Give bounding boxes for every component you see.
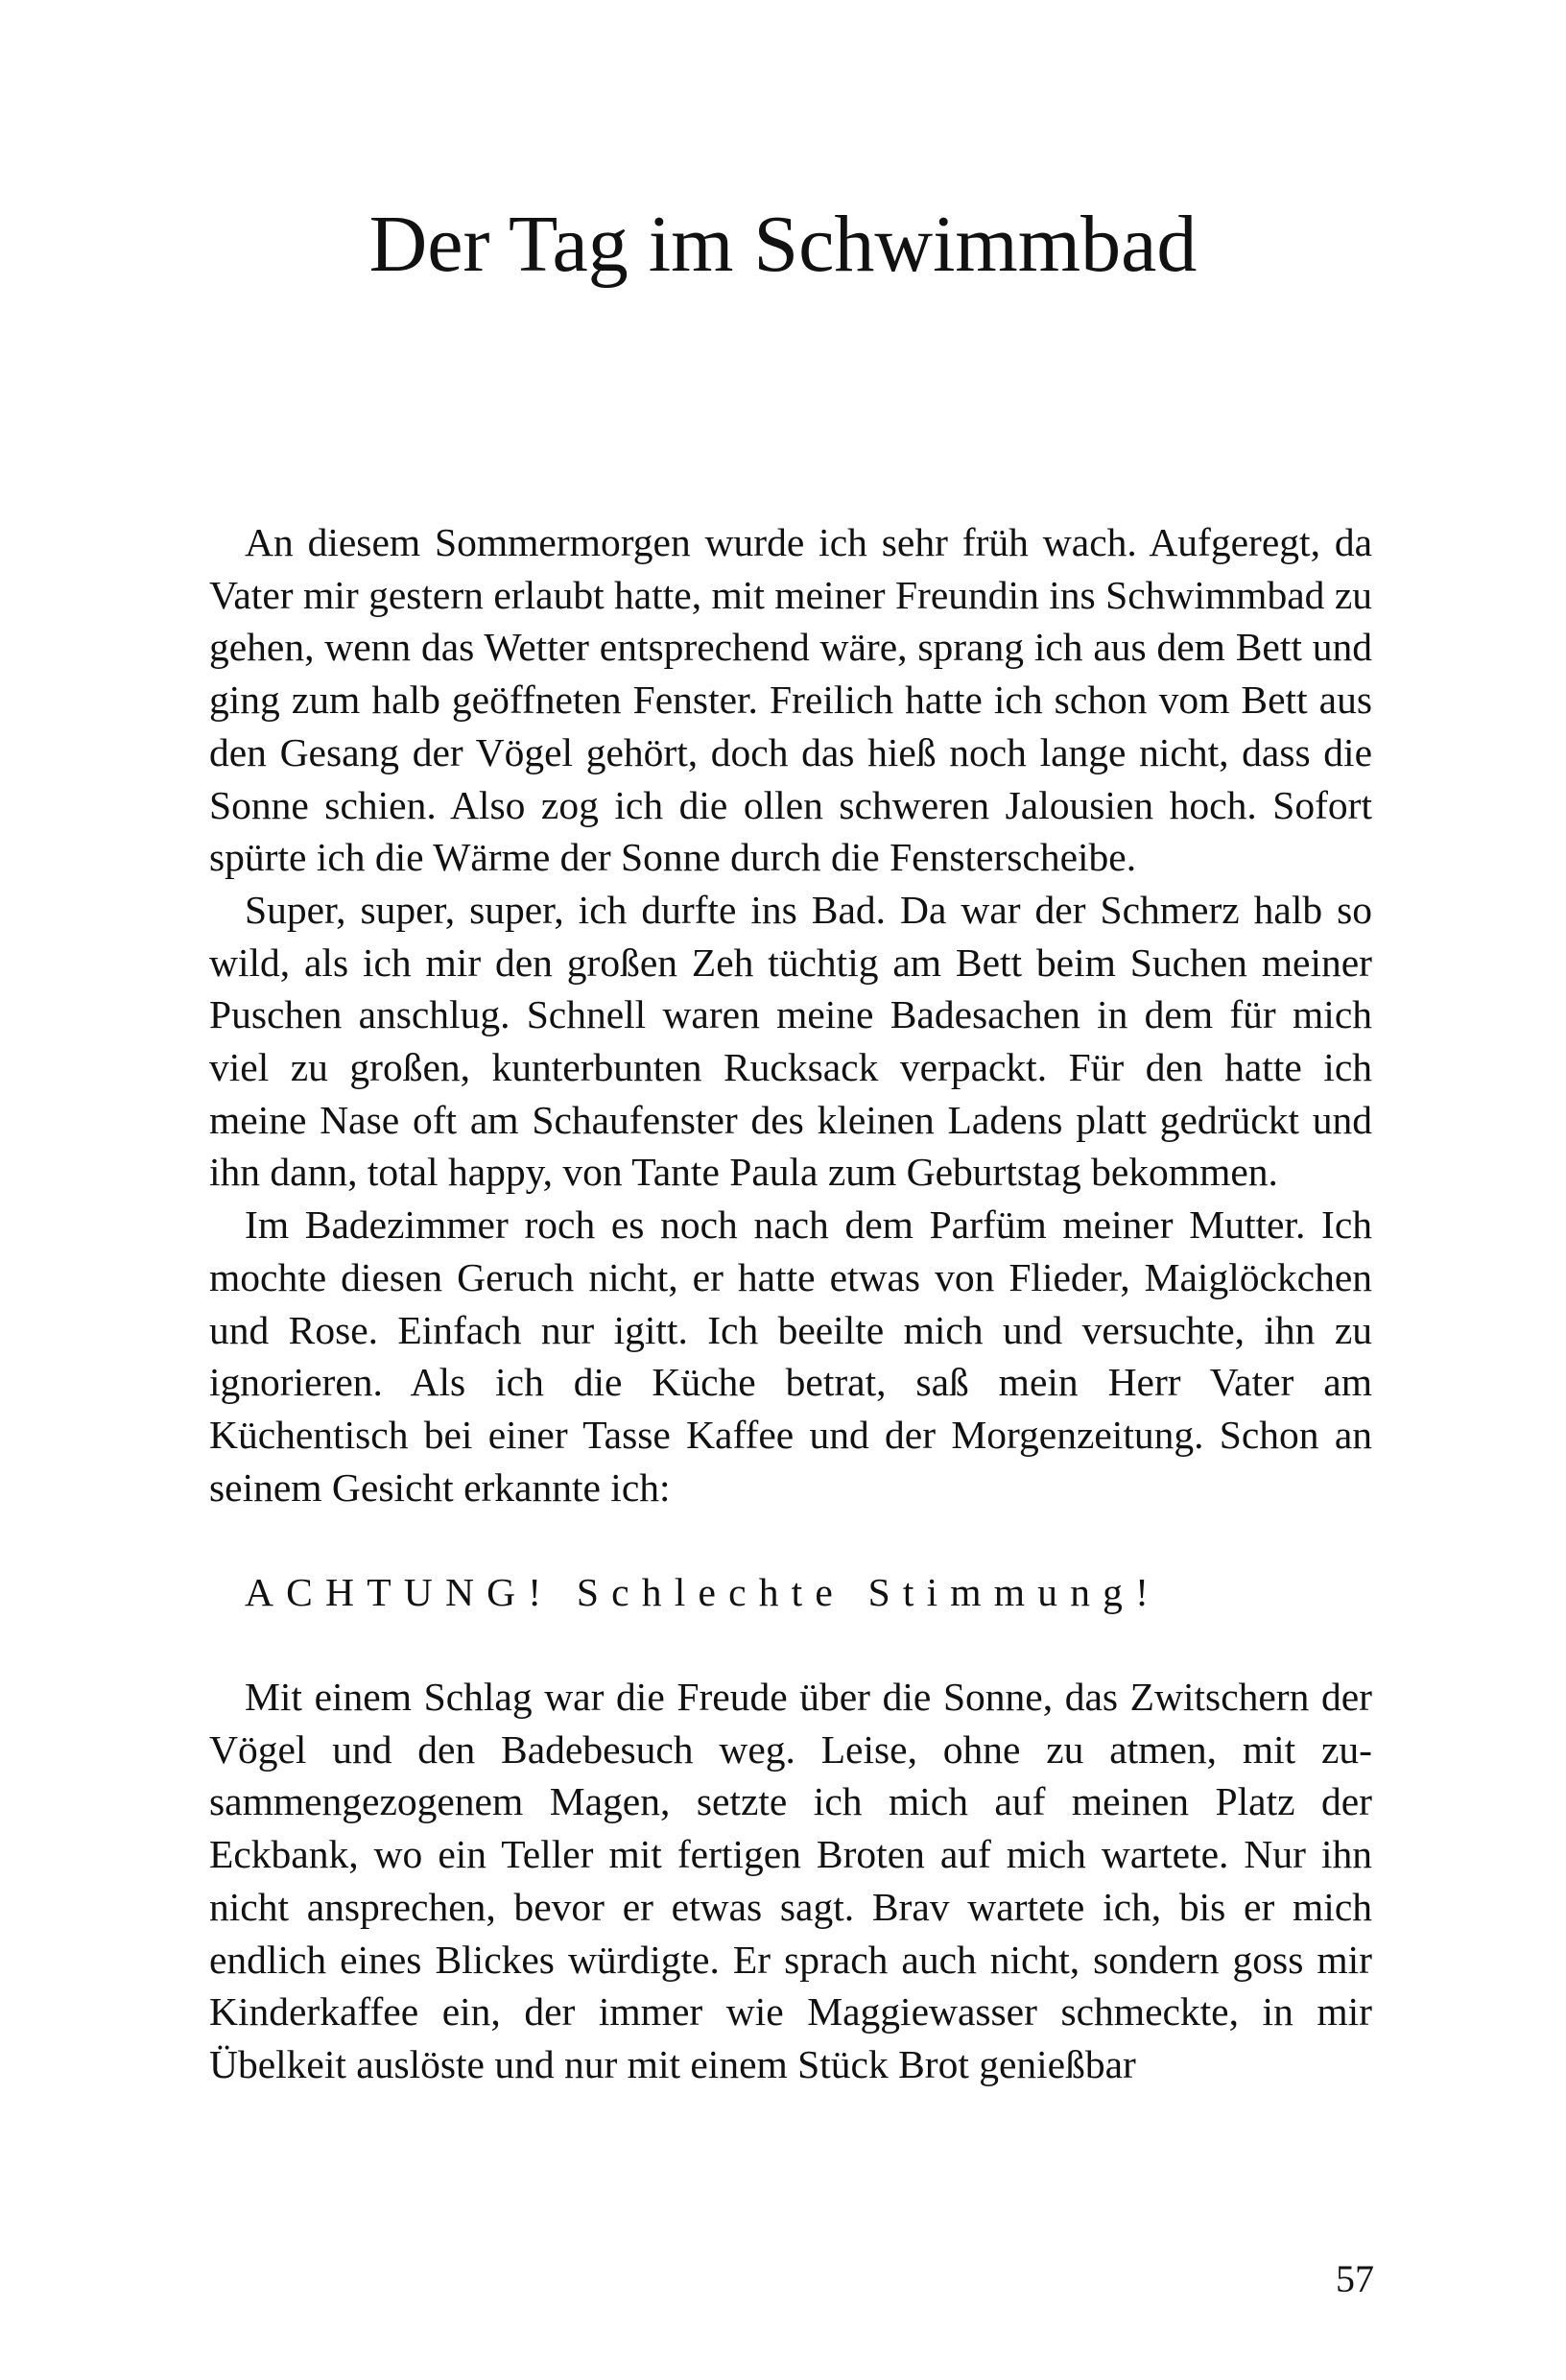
chapter-title: Der Tag im Schwimmbad bbox=[368, 200, 1198, 289]
paragraph-4: Mit einem Schlag war die Freude über die Sonne, das Zwitschern der Vögel und den Badebesuch weg. Leise, ohne zu atmen, mit zusammengezogenem Magen, setzte ich mich auf meinen Platz der Eckbank, wo ein Teller mit fertigen Broten auf mich wartete. Nur ihn nicht ansprechen, bevor er etwas sagt. Brav wartete ich, bis er mich endlich eines Blickes würdigte. Er sprach auch nicht, sondern goss mir Kinderkaffee ein, der immer wie Maggiewasser schmeckte, in mir Übelkeit auslöste und nur mit einem Stück Brot genießbar bbox=[209, 1675, 1372, 2086]
paragraph-2: Super, super, super, ich durfte ins Bad. Da war der Schmerz halb so wild, als ich mir den großen Zeh tüchtig am Bett beim Suchen meiner Puschen anschlug. Schnell waren meine Badesachen in dem für mich viel zu großen, kunterbunten Rucksack verpackt. Für den hatte ich meine Nase oft am Schaufenster des kleinen Ladens platt gedrückt und ihn dann, total happy, von Tante Paula zum Geburtstag bekommen. bbox=[209, 887, 1372, 1195]
page-number: 57 bbox=[1336, 2257, 1374, 2300]
body-text-upper bbox=[209, 516, 1372, 1513]
paragraph-3: Im Badezimmer roch es noch nach dem Parfüm meiner Mutter. Ich mochte diesen Geruch nicht, er hatte etwas von Flieder, Maiglöckchen und Rose. Einfach nur igitt. Ich beeilte mich und versuchte, ihn zu ignorieren. Als ich die Küche betrat, saß mein Herr Vater am Küchentisch bei einer Tasse Kaffee und der Morgenzeitung. Schon an seinem Gesicht erkannte ich: bbox=[209, 1202, 1372, 1510]
body-text-lower bbox=[209, 1671, 1372, 2091]
emphasis-line: ACHTUNG! Schlechte Stimmung! bbox=[245, 1570, 1162, 1614]
paragraph-1: An diesem Sommermorgen wurde ich sehr früh wach. Aufgeregt, da Vater mir gestern erlaubt hatte, mit meiner Freundin ins Schwimmbad zu gehen, wenn das Wetter entsprechend wäre, sprang ich aus dem Bett und ging zum halb geöffneten Fenster. Freilich hatte ich schon vom Bett aus den Gesang der Vögel gehört, doch das hieß noch lange nicht, dass die Sonne schien. Also zog ich die ollen schweren Jalousien hoch. Sofort spürte ich die Wärme der Sonne durch die Fensterscheibe. bbox=[209, 520, 1372, 880]
